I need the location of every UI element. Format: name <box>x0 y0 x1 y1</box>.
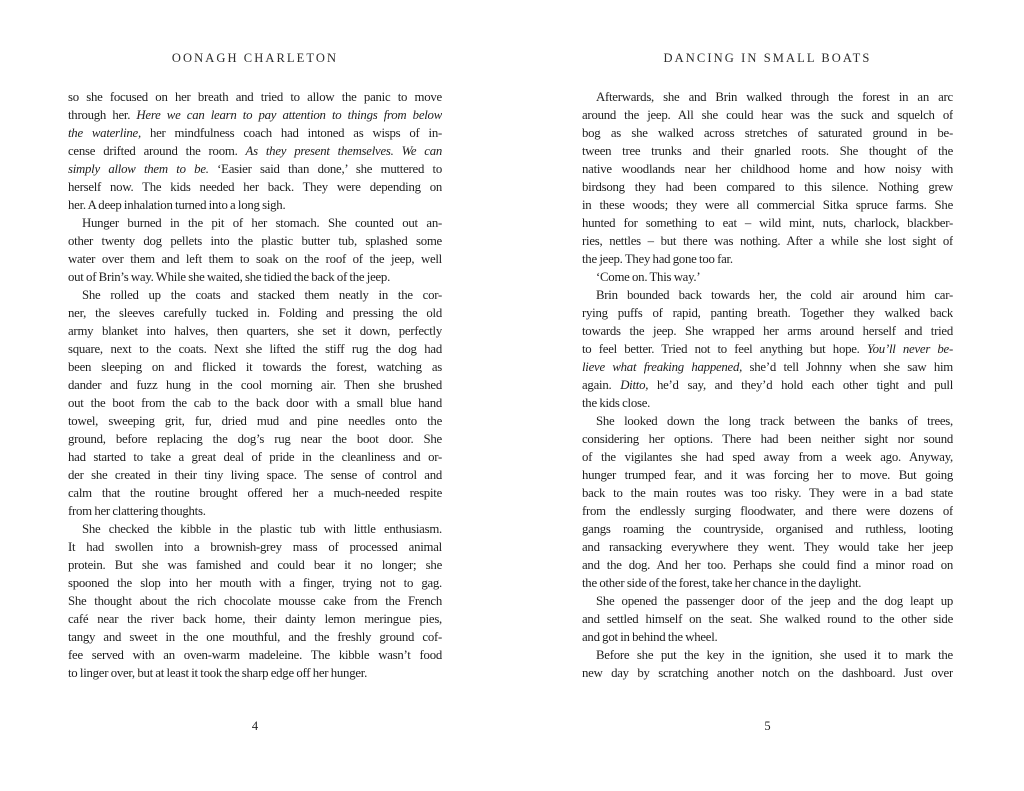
text-line <box>68 178 442 196</box>
text-line <box>582 520 953 538</box>
text-line <box>68 538 442 556</box>
text-line <box>582 160 953 178</box>
text-line <box>68 268 442 286</box>
text-segment: fee served with an oven-warm madeleine. The kibble wasn’t food <box>68 648 442 662</box>
text-line <box>68 124 442 142</box>
text-segment: the other side of the forest, take her chance in the daylight. <box>582 576 862 590</box>
text-segment: back to the main routes was too risky. They were in a bad state <box>582 486 953 500</box>
paragraph <box>582 268 953 286</box>
text-segment: her. A deep inhalation turned into a long sigh. <box>68 198 286 212</box>
text-line <box>68 196 442 214</box>
text-segment: her mindfulness coach had intoned as wisps of in- <box>140 126 442 140</box>
text-line <box>68 412 442 430</box>
paragraph <box>582 592 953 646</box>
text-line <box>68 664 442 682</box>
page-body-right <box>582 88 953 682</box>
text-segment: ‘Come on. This way.’ <box>596 270 701 284</box>
text-line <box>582 286 953 304</box>
text-line <box>68 250 442 268</box>
text-line <box>582 250 953 268</box>
text-segment: cense drifted around the room. <box>68 144 246 158</box>
page-right <box>582 0 953 791</box>
text-segment: tween tree trunks and their gnarled roots. She thought of the <box>582 144 953 158</box>
text-segment: the kids close. <box>582 396 651 410</box>
text-line <box>68 340 442 358</box>
text-segment: spooned the slop into her mouth with a finger, trying not to gag. <box>68 576 442 590</box>
paragraph <box>582 88 953 268</box>
text-segment: birdsong they had been compared to this silence. Nothing grew <box>582 180 953 194</box>
text-line <box>582 322 953 340</box>
running-head-author: OONAGH CHARLETON <box>171 51 339 65</box>
text-line <box>582 538 953 556</box>
text-line <box>582 484 953 502</box>
text-segment: of the vigilantes she had sped away from a week ago. Anyway, <box>582 450 953 464</box>
text-line <box>68 106 442 124</box>
text-segment: hunted for something to eat – wild mint, nuts, charlock, blackber- <box>582 216 953 230</box>
text-segment: in these woods; they were all commercial Sitka spruce farms. She <box>582 198 953 212</box>
text-segment: It had swollen into a brownish-grey mass of processed animal <box>68 540 442 554</box>
text-segment: around the jeep. All she could hear was the suck and squelch of <box>582 108 953 122</box>
text-line <box>582 340 953 358</box>
text-segment: ries, nettles – but there was nothing. After a while she lost sight of <box>582 234 953 248</box>
italic-text-segment: the waterline, <box>68 126 141 140</box>
text-segment: the jeep. They had gone too far. <box>582 252 733 266</box>
text-line <box>582 106 953 124</box>
text-segment: der she created in their tiny living space. The sense of control and <box>68 468 442 482</box>
text-segment: Before she put the key in the ignition, she used it to mark the <box>596 648 953 662</box>
running-head-title: DANCING IN SMALL BOATS <box>663 51 872 65</box>
text-line <box>68 628 442 646</box>
text-line <box>582 178 953 196</box>
text-segment: she’d tell Johnny when she saw him <box>742 360 953 374</box>
text-line <box>68 286 442 304</box>
text-line <box>582 592 953 610</box>
text-line <box>582 394 953 412</box>
text-segment: towards the jeep. She wrapped her arms around herself and tried <box>582 324 953 338</box>
text-segment: out of Brin’s way. While she waited, she tidied the back of the jeep. <box>68 270 391 284</box>
text-line <box>68 466 442 484</box>
paragraph <box>582 412 953 592</box>
text-segment: through her. <box>68 108 137 122</box>
text-line <box>68 394 442 412</box>
text-line <box>582 628 953 646</box>
text-segment: and ransacking everywhere they went. They would take her jeep <box>582 540 953 554</box>
text-line <box>582 124 953 142</box>
text-segment: She opened the passenger door of the jeep and the dog leapt up <box>596 594 953 608</box>
text-segment: so she focused on her breath and tried to allow the panic to move <box>68 90 442 104</box>
text-segment: Brin bounded back towards her, the cold air around him car- <box>596 288 953 302</box>
text-line <box>582 610 953 628</box>
text-line <box>582 232 953 250</box>
text-line <box>68 88 442 106</box>
paragraph <box>582 286 953 412</box>
text-segment: tangy and sweet in the one mouthful, and the freshly ground cof- <box>68 630 442 644</box>
text-segment: new day by scratching another notch on the dashboard. Just over <box>582 666 953 680</box>
text-line <box>68 358 442 376</box>
text-segment: herself now. The kids needed her back. They were depending on <box>68 180 442 194</box>
text-segment: protein. But she was famished and could bear it no longer; she <box>68 558 442 572</box>
text-line <box>68 142 442 160</box>
text-segment: She looked down the long track between the banks of trees, <box>596 414 953 428</box>
text-line <box>582 664 953 682</box>
paragraph <box>68 286 442 520</box>
text-line <box>68 520 442 538</box>
text-segment: out the boot from the cab to the back door with a small blue hand <box>68 396 442 410</box>
text-segment: rying puffs of rapid, panting breath. Together they walked back <box>582 306 953 320</box>
text-segment: again. <box>582 378 621 392</box>
text-line <box>582 304 953 322</box>
text-line <box>68 322 442 340</box>
text-line <box>68 376 442 394</box>
text-segment: Hunger burned in the pit of her stomach. She counted out an- <box>82 216 442 230</box>
text-segment: She rolled up the coats and stacked them neatly in the cor- <box>82 288 442 302</box>
text-line <box>582 466 953 484</box>
text-segment: other twenty dog pellets into the plastic butter tub, splashed some <box>68 234 442 248</box>
text-line <box>68 484 442 502</box>
text-line <box>582 430 953 448</box>
text-segment: had started to take a great deal of pride in the cleanliness and or- <box>68 450 442 464</box>
italic-text-segment: Here we can learn to pay attention to things from below <box>136 108 442 122</box>
italic-text-segment: As they present themselves. We can <box>245 144 442 158</box>
text-segment: She checked the kibble in the plastic tub with little enthusiasm. <box>82 522 442 536</box>
text-line <box>582 88 953 106</box>
text-line <box>68 448 442 466</box>
text-line <box>582 574 953 592</box>
text-segment: ‘Easier said than done,’ she muttered to <box>208 162 442 176</box>
text-line <box>582 268 953 286</box>
text-segment: towel, sweeping grit, fur, dried mud and pine needles onto the <box>68 414 442 428</box>
text-segment: and the dog. And her too. Perhaps she could find a minor road on <box>582 558 953 572</box>
text-line <box>68 232 442 250</box>
text-line <box>68 592 442 610</box>
text-segment: hunger trumped fear, and it was forcing her to move. But going <box>582 468 953 482</box>
text-segment: ground, before replacing the dog’s rug near the boot door. She <box>68 432 442 446</box>
text-segment: ner, the sleeves carefully tucked in. Folding and pressing the old <box>68 306 442 320</box>
page-number-left: 4 <box>251 719 259 733</box>
italic-text-segment: lieve what freaking happened, <box>582 360 743 374</box>
italic-text-segment: simply allow them to be. <box>68 162 209 176</box>
text-segment: square, next to the coats. Next she lifted the stiff rug the dog had <box>68 342 442 356</box>
text-line <box>582 358 953 376</box>
paragraph <box>68 520 442 682</box>
text-segment: café near the river back home, their dainty lemon meringue pies, <box>68 612 442 626</box>
text-line <box>582 412 953 430</box>
text-line <box>68 646 442 664</box>
text-segment: from the endlessly surging floodwater, and there were dozens of <box>582 504 953 518</box>
text-line <box>582 448 953 466</box>
text-segment: gangs roaming the countryside, organised and ruthless, looting <box>582 522 953 536</box>
text-segment: native woodlands near her childhood home and how noisy with <box>582 162 953 176</box>
text-segment: water over them and left them to soak on the roof of the jeep, well <box>68 252 442 266</box>
text-segment: to feel better. Tried not to feel anything but hope. <box>582 342 867 356</box>
italic-text-segment: Ditto, <box>620 378 649 392</box>
text-line <box>68 574 442 592</box>
text-segment: to linger over, but at least it took the sharp edge off her hunger. <box>68 666 368 680</box>
text-segment: Afterwards, she and Brin walked through the forest in an arc <box>596 90 953 104</box>
text-segment: and got in behind the wheel. <box>582 630 718 644</box>
text-line <box>68 160 442 178</box>
text-segment: She thought about the rich chocolate mousse cake from the French <box>68 594 442 608</box>
paragraph <box>582 646 953 682</box>
text-line <box>68 430 442 448</box>
text-segment: he’d say, and they’d hold each other tight and pull <box>648 378 953 392</box>
text-segment: army blanket into halves, then quarters, she set it down, perfectly <box>68 324 442 338</box>
page-body-left <box>68 88 442 682</box>
text-segment: from her clattering thoughts. <box>68 504 206 518</box>
paragraph <box>68 214 442 286</box>
text-line <box>582 142 953 160</box>
text-line <box>582 556 953 574</box>
page-left <box>68 0 442 791</box>
paragraph <box>68 88 442 214</box>
text-segment: bog as she walked across stretches of saturated ground in be- <box>582 126 953 140</box>
text-segment: calm that the routine brought offered her a much-needed respite <box>68 486 442 500</box>
text-segment: considering her options. There had been neither sight nor sound <box>582 432 953 446</box>
text-line <box>68 502 442 520</box>
text-line <box>68 556 442 574</box>
text-line <box>68 610 442 628</box>
text-line <box>582 196 953 214</box>
text-segment: and settled himself on the seat. She walked round to the other side <box>582 612 953 626</box>
text-line <box>68 304 442 322</box>
italic-text-segment: You’ll never be- <box>866 342 953 356</box>
text-line <box>582 646 953 664</box>
text-segment: been sleeping on and flicked it towards the forest, watching as <box>68 360 442 374</box>
text-line <box>582 214 953 232</box>
text-segment: dander and fuzz hung in the cool morning air. Then she brushed <box>68 378 442 392</box>
text-line <box>68 214 442 232</box>
text-line <box>582 376 953 394</box>
page-number-right: 5 <box>764 719 771 733</box>
text-line <box>582 502 953 520</box>
